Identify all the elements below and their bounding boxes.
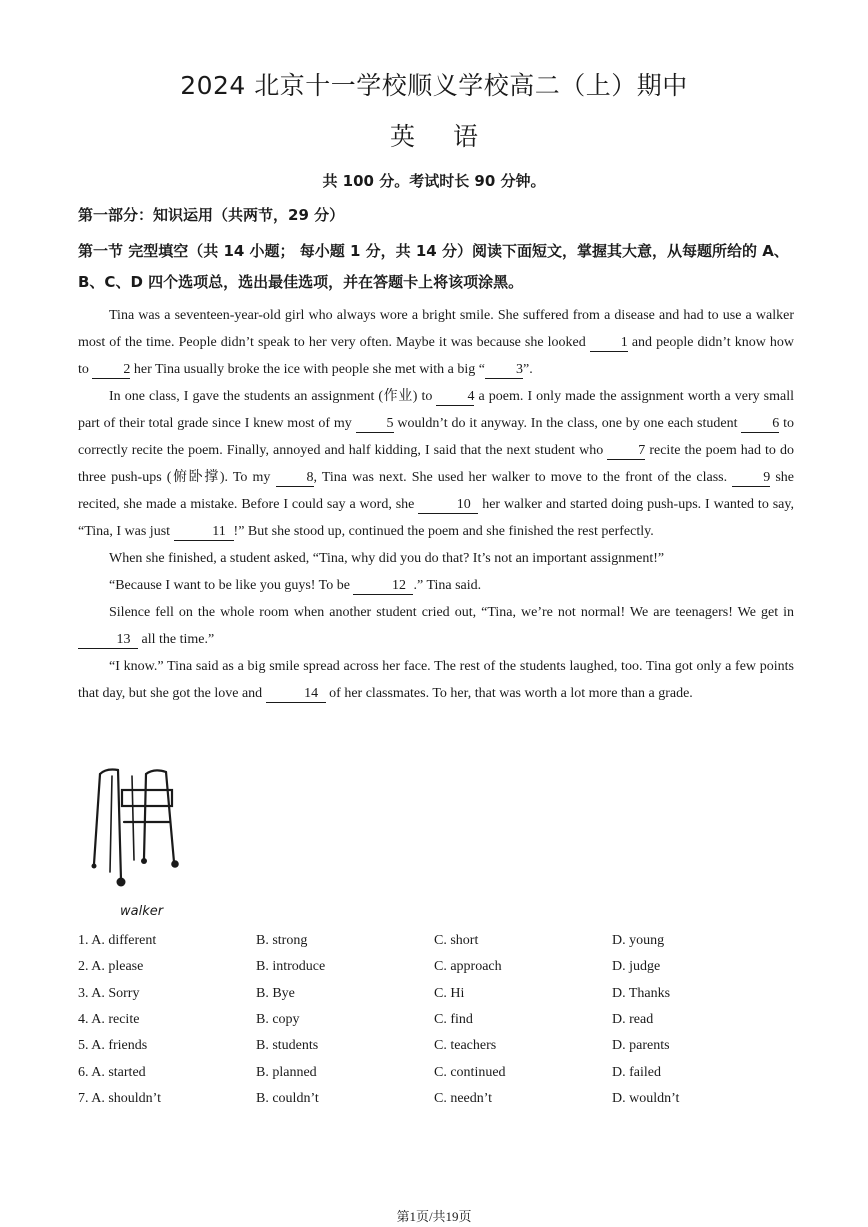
option-row xyxy=(78,954,794,980)
blank-11: 11 xyxy=(174,524,234,541)
option-a: 6. A. started xyxy=(78,1064,146,1080)
option-c: C. needn’t xyxy=(434,1090,493,1106)
option-c: C. find xyxy=(434,1012,473,1028)
option-a: 7. A. shouldn’t xyxy=(78,1090,161,1106)
blank-1: 1 xyxy=(590,335,628,352)
option-d: D. read xyxy=(612,1012,654,1028)
option-d: D. Thanks xyxy=(612,985,671,1001)
figure-caption: walker xyxy=(120,904,164,919)
option-row xyxy=(78,928,794,954)
blank-8: 8 xyxy=(276,470,314,487)
option-c: C. short xyxy=(434,933,479,949)
blank-2: 2 xyxy=(92,362,130,379)
blank-10: 10 xyxy=(418,497,478,514)
exam-title: 2024 北京十一学校顺义学校高二（上）期中 xyxy=(180,71,688,100)
option-d: D. young xyxy=(612,933,665,949)
option-c: C. approach xyxy=(434,959,502,975)
passage-paragraph: “Because I want to be like you guys! To be 12 .” Tina said. xyxy=(109,578,482,593)
option-a: 3. A. Sorry xyxy=(78,985,140,1001)
blank-14: 14 xyxy=(266,686,326,703)
option-a: 5. A. friends xyxy=(78,1038,148,1054)
option-b: B. copy xyxy=(256,1012,300,1028)
blank-4: 4 xyxy=(436,389,474,406)
option-b: B. Bye xyxy=(256,985,295,1001)
blank-9: 9 xyxy=(732,470,770,487)
option-d: D. wouldn’t xyxy=(612,1090,680,1106)
option-a: 2. A. please xyxy=(78,959,144,975)
walker-illustration xyxy=(88,762,188,894)
option-row xyxy=(78,1059,794,1085)
section-instruction: 第一节 完型填空（共 14 小题； 每小题 1 分，共 14 分）阅读下面短文，掌握其大意，从每题所给的 A、B、C、D 四个选项总，选出最佳选项，并在答题卡上将该项涂黑。 xyxy=(78,242,789,291)
passage-paragraph: When she finished, a student asked, “Tina, why did you do that? It’s not an important assignment!” xyxy=(109,551,665,566)
score-line: 共 100 分。考试时长 90 分钟。 xyxy=(322,172,546,190)
option-a: 4. A. recite xyxy=(78,1012,140,1028)
blank-7: 7 xyxy=(607,443,645,460)
passage-paragraph: “I know.” Tina said as a big smile spread across her face. The rest of the students laughed, too. Tina got only a few points that day, but she got the love and 14 of her classmates. To her, that was worth a lot more than a grade. xyxy=(78,659,794,701)
page-number: 第1页/共19页 xyxy=(396,1209,472,1224)
passage-paragraph: In one class, I gave the students an assignment (作业) to 4 a poem. I only made the assignment worth a very small part of their total grade since I knew most of my 5 wouldn’t do it anyway. In the class, one by one each student 6 to correctly recite the poem. Finally, annoyed and half kidding, I said that the next student who 7 recite the poem had to do three push-ups (俯卧撑). To my 8, Tina was next. She used her walker to move to the front of the class. 9 she recited, she made a mistake. Before I could say a word, she 10 her walker and started doing push-ups. I wanted to say, “Tina, I was just 11 !” But she stood up, continued the poem and she finished the rest perfectly. xyxy=(78,389,794,539)
option-a: 1. A. different xyxy=(78,933,157,949)
blank-13: 13 xyxy=(78,632,138,649)
option-c: C. Hi xyxy=(434,985,465,1001)
subject-title: 英语 xyxy=(389,122,516,151)
passage-paragraph: Tina was a seventeen-year-old girl who always wore a bright smile. She suffered from a disease and had to use a walker most of the time. People didn’t speak to her very often. Maybe it was because she looked 1 and people didn’t know how to 2 her Tina usually broke the ice with people she met with a big “ 3”. xyxy=(78,308,794,377)
part-heading: 第一部分：知识运用（共两节，29 分） xyxy=(78,206,345,224)
option-row xyxy=(78,1033,794,1059)
option-b: B. planned xyxy=(256,1064,317,1080)
option-row xyxy=(78,981,794,1007)
answer-options xyxy=(78,928,794,1112)
option-b: B. introduce xyxy=(256,959,326,975)
blank-3: 3 xyxy=(485,362,523,379)
cloze-passage xyxy=(78,302,794,707)
option-d: D. failed xyxy=(612,1064,661,1080)
option-d: D. judge xyxy=(612,959,661,975)
option-c: C. teachers xyxy=(434,1038,497,1054)
option-row xyxy=(78,1007,794,1033)
passage-paragraph: Silence fell on the whole room when another student cried out, “Tina, we’re not normal! We are teenagers! We get in 13 all the time.” xyxy=(78,599,794,653)
option-c: C. continued xyxy=(434,1064,506,1080)
blank-5: 5 xyxy=(356,416,394,433)
option-row xyxy=(78,1086,794,1112)
option-b: B. strong xyxy=(256,933,308,949)
option-b: B. students xyxy=(256,1038,319,1054)
blank-6: 6 xyxy=(741,416,779,433)
option-b: B. couldn’t xyxy=(256,1090,319,1106)
option-d: D. parents xyxy=(612,1038,670,1054)
blank-12: 12 xyxy=(353,578,413,595)
